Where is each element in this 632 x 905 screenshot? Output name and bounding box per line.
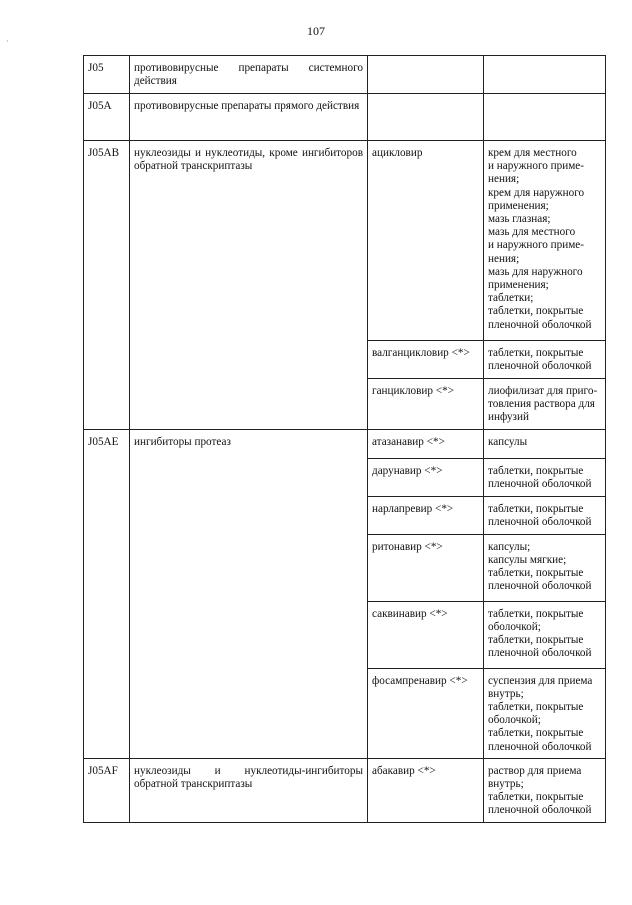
dosage-form-line: товления раствора для	[488, 398, 595, 411]
dosage-form-line: таблетки, покрытые	[488, 347, 584, 359]
drug-name-cell: валганцикловир <*>	[368, 341, 484, 379]
dosage-form-cell	[484, 141, 606, 341]
dosage-form-line: пленочной оболочкой	[488, 580, 592, 593]
dosage-form-cell	[484, 379, 606, 430]
group-name-cell: ингибиторы протеаз	[130, 429, 368, 758]
dosage-form-line: пленочной оболочкой	[488, 647, 592, 660]
dosage-form-cell	[484, 534, 606, 601]
dosage-form-line: применения;	[488, 199, 549, 212]
atc-code-cell: J05	[84, 56, 130, 94]
table-row	[84, 758, 606, 822]
dosage-form-cell	[484, 56, 606, 94]
drug-name-cell: атазанавир <*>	[368, 429, 484, 458]
dosage-form-line: капсулы мягкие;	[488, 553, 567, 566]
dosage-form-cell	[484, 758, 606, 822]
dosage-form-line: пленочной оболочкой	[488, 318, 592, 331]
table-row	[84, 141, 606, 341]
dosage-form-line: крем для местного	[488, 147, 577, 159]
dosage-form-cell	[484, 341, 606, 379]
drug-name-cell: дарунавир <*>	[368, 458, 484, 496]
drug-name-cell: саквинавир <*>	[368, 601, 484, 668]
dosage-form-cell	[484, 94, 606, 141]
drug-name-cell: ритонавир <*>	[368, 534, 484, 601]
dosage-form-line: пленочной оболочкой	[488, 804, 592, 817]
table-row	[84, 56, 606, 94]
dosage-form-line: таблетки, покрытые	[488, 727, 584, 740]
drug-name-cell: ганцикловир <*>	[368, 379, 484, 430]
dosage-form-line: таблетки, покрытые	[488, 607, 584, 620]
dosage-form-cell	[484, 429, 606, 458]
table-row	[84, 94, 606, 141]
group-name-cell: нуклеозиды и нуклеотиды, кроме ингибиторов обратной транскриптазы	[130, 141, 368, 430]
table-row	[84, 429, 606, 458]
page-number: 107	[307, 24, 325, 38]
atc-code-cell: J05AF	[84, 758, 130, 822]
drug-name-cell	[368, 56, 484, 94]
scan-speck: ·	[6, 37, 9, 46]
group-name-cell: противовирусные препараты прямого действия	[130, 94, 368, 141]
drug-name-cell: нарлапревир <*>	[368, 496, 484, 534]
dosage-form-line: нения;	[488, 252, 520, 265]
dosage-form-line: капсулы	[488, 435, 528, 448]
dosage-form-line: пленочной оболочкой	[488, 360, 592, 373]
dosage-form-line: внутрь;	[488, 687, 524, 700]
dosage-form-line: таблетки, покрытые	[488, 701, 584, 714]
dosage-form-line: лиофилизат для приго-	[488, 385, 598, 397]
atc-code-cell: J05AB	[84, 141, 130, 430]
dosage-form-cell	[484, 458, 606, 496]
dosage-form-line: таблетки, покрытые	[488, 567, 584, 580]
dosage-form-cell	[484, 601, 606, 668]
dosage-form-cell	[484, 496, 606, 534]
atc-code-cell: J05A	[84, 94, 130, 141]
drug-name-cell	[368, 94, 484, 141]
medication-table	[83, 55, 606, 823]
group-name-cell: противовирусные препараты системного действия	[130, 56, 368, 94]
dosage-form-line: мазь глазная;	[488, 213, 551, 226]
dosage-form-line: таблетки, покрытые	[488, 305, 584, 318]
dosage-form-line: оболочкой;	[488, 714, 541, 727]
drug-name-cell: ацикловир	[368, 141, 484, 341]
dosage-form-line: крем для наружного	[488, 186, 585, 199]
dosage-form-line: оболочкой;	[488, 620, 541, 633]
dosage-form-line: суспензия для приема	[488, 674, 593, 687]
dosage-form-line: капсулы;	[488, 540, 531, 553]
dosage-form-cell	[484, 668, 606, 758]
group-name-cell: нуклеозиды и нуклеотиды-ингибиторы обратной транскриптазы	[130, 758, 368, 822]
dosage-form-line: раствор для приема	[488, 764, 582, 777]
dosage-form-line: применения;	[488, 279, 549, 292]
dosage-form-line: таблетки, покрытые	[488, 634, 584, 647]
dosage-form-line: нения;	[488, 173, 520, 186]
dosage-form-line: пленочной оболочкой	[488, 477, 592, 490]
dosage-form-line: пленочной оболочкой	[488, 515, 592, 528]
dosage-form-line: таблетки, покрытые	[488, 502, 584, 515]
dosage-form-line: таблетки, покрытые	[488, 791, 584, 804]
atc-code-cell: J05AE	[84, 429, 130, 758]
dosage-form-line: внутрь;	[488, 778, 524, 791]
dosage-form-line: мазь для наружного	[488, 265, 583, 278]
drug-name-cell: абакавир <*>	[368, 758, 484, 822]
drug-name-cell: фосампренавир <*>	[368, 668, 484, 758]
dosage-form-line: и наружного приме-	[488, 160, 584, 173]
dosage-form-line: пленочной оболочкой	[488, 740, 592, 753]
dosage-form-line: таблетки, покрытые	[488, 464, 584, 477]
dosage-form-line: инфузий	[488, 411, 529, 424]
dosage-form-line: мазь для местного	[488, 226, 576, 239]
dosage-form-line: таблетки;	[488, 292, 534, 305]
dosage-form-line: и наружного приме-	[488, 239, 584, 252]
